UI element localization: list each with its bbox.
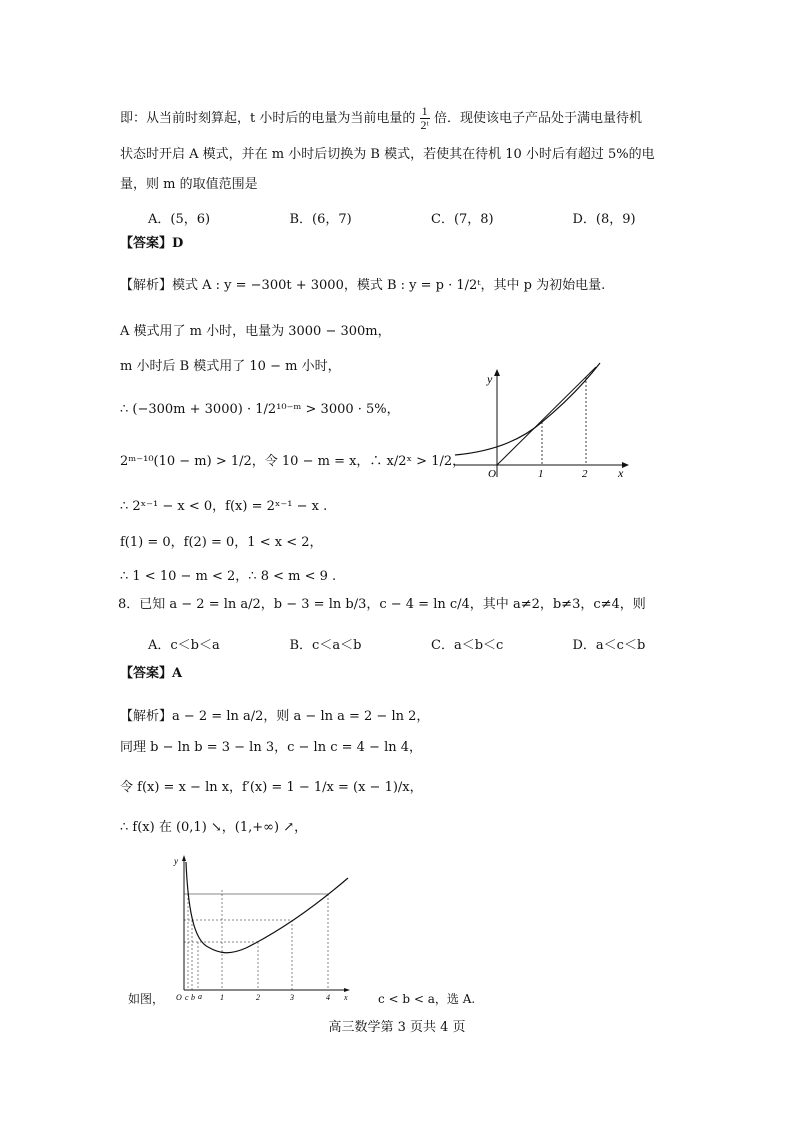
q8-label-2: 2: [256, 993, 260, 1002]
q8-label-4: 4: [326, 993, 330, 1002]
q7-answer: 【答案】D: [120, 236, 184, 251]
q7-analysis-line-4: ∴ (−300m + 3000) · 1/2¹⁰⁻ᵐ > 3000 · 5%，: [120, 402, 400, 417]
q7-curve-2pow: [455, 363, 600, 455]
q8-option-c: C．a＜b＜c: [431, 638, 504, 653]
q7-analysis-line-8: ∴ 1 < 10 − m < 2，∴ 8 < m < 9 .: [120, 569, 337, 584]
q7-option-d: D．(8，9): [572, 212, 636, 227]
q8-xlnx-graph: [168, 850, 358, 1005]
q7-stem-line-1-end: 倍．现使该电子产品处于满电量待机: [433, 111, 642, 126]
q7-analysis-line-7: f(1) = 0，f(2) = 0，1 < x < 2，: [120, 535, 323, 550]
q7-fraction: [420, 105, 430, 132]
q8-answer: 【答案】A: [120, 666, 183, 681]
q8-conclusion: c < b < a，选 A.: [378, 992, 476, 1006]
q7-options: [148, 208, 714, 227]
q7-analysis-line-5: 2ᵐ⁻¹⁰(10 − m) > 1/2，令 10 − m = x，∴ x/2ˣ > 1/2，: [120, 454, 466, 469]
q7-label-2: 2: [582, 468, 588, 480]
q8-curve: [186, 862, 348, 953]
q8-option-b: B．c＜a＜b: [289, 638, 362, 653]
q8-conclusion-prefix: 如图，: [128, 992, 165, 1006]
q8-options: [148, 634, 714, 653]
q7-option-b: B．(6，7): [289, 212, 352, 227]
q8-label-y: y: [174, 856, 178, 866]
q8-analysis-line-3: 令 f(x) = x − ln x，f′(x) = 1 − 1/x = (x − 1)/x，: [120, 780, 423, 795]
q7-label-x: x: [618, 466, 624, 480]
q7-label-y: y: [487, 372, 493, 386]
q7-fraction-numerator: 1: [420, 105, 430, 119]
q8-label-o: O: [176, 993, 182, 1002]
q8-label-x: x: [344, 993, 348, 1002]
q7-analysis-line-2: A 模式用了 m 小时，电量为 3000 − 300m，: [120, 324, 391, 339]
q7-analysis-line-6: ∴ 2ˣ⁻¹ − x < 0，f(x) = 2ˣ⁻¹ − x .: [120, 499, 328, 514]
q8-label-a: a: [198, 992, 202, 1001]
q7-stem-line-2: 状态时开启 A 模式，并在 m 小时后切换为 B 模式，若使其在待机 10 小时后有超过 5%的电: [120, 147, 655, 162]
q7-exponential-graph: [450, 355, 640, 485]
q8-analysis-line-2: 同理 b − ln b = 3 − ln 3，c − ln c = 4 − ln 4，: [120, 740, 423, 755]
q7-analysis-line-1: 【解析】模式 A : y = −300t + 3000，模式 B : y = p · 1/2ᵗ，其中 p 为初始电量.: [120, 278, 606, 293]
q8-option-a: A．c＜b＜a: [148, 638, 220, 653]
q7-stem-line-3: 量，则 m 的取值范围是: [120, 177, 258, 192]
q7-y-arrow: [494, 369, 500, 376]
q7-stem-line-1-text: 即：从当前时刻算起，t 小时后的电量为当前电量的: [120, 111, 416, 126]
q8-stem: 8．已知 a − 2 = ln a/2，b − 3 = ln b/3，c − 4 = ln c/4，其中 a≠2，b≠3，c≠4，则: [118, 597, 646, 612]
q7-label-o: O: [488, 468, 496, 480]
q7-fraction-denominator: 2ᵗ: [420, 118, 429, 132]
q7-analysis-line-3: m 小时后 B 模式用了 10 − m 小时，: [120, 359, 341, 374]
q8-option-d: D．a＜c＜b: [572, 638, 646, 653]
q8-label-1: 1: [220, 993, 224, 1002]
q8-label-3: 3: [290, 993, 294, 1002]
q8-y-arrow: [182, 855, 186, 861]
q8-analysis-line-4: ∴ f(x) 在 (0,1) ↘，(1,+∞) ↗，: [120, 820, 308, 835]
q8-label-c: c: [185, 993, 189, 1002]
q7-stem-line-1: [120, 105, 684, 132]
q7-option-c: C．(7，8): [431, 212, 494, 227]
page-footer: 高三数学第 3 页共 4 页: [328, 1020, 466, 1035]
q7-label-1: 1: [538, 468, 544, 480]
q8-label-b: b: [191, 993, 195, 1002]
q8-analysis-line-1: 【解析】a − 2 = ln a/2，则 a − ln a = 2 − ln 2，: [120, 709, 430, 724]
q7-option-a: A．(5，6): [148, 212, 211, 227]
q7-line-y-eq-x: [497, 367, 596, 465]
q8-x-arrow: [344, 988, 350, 992]
